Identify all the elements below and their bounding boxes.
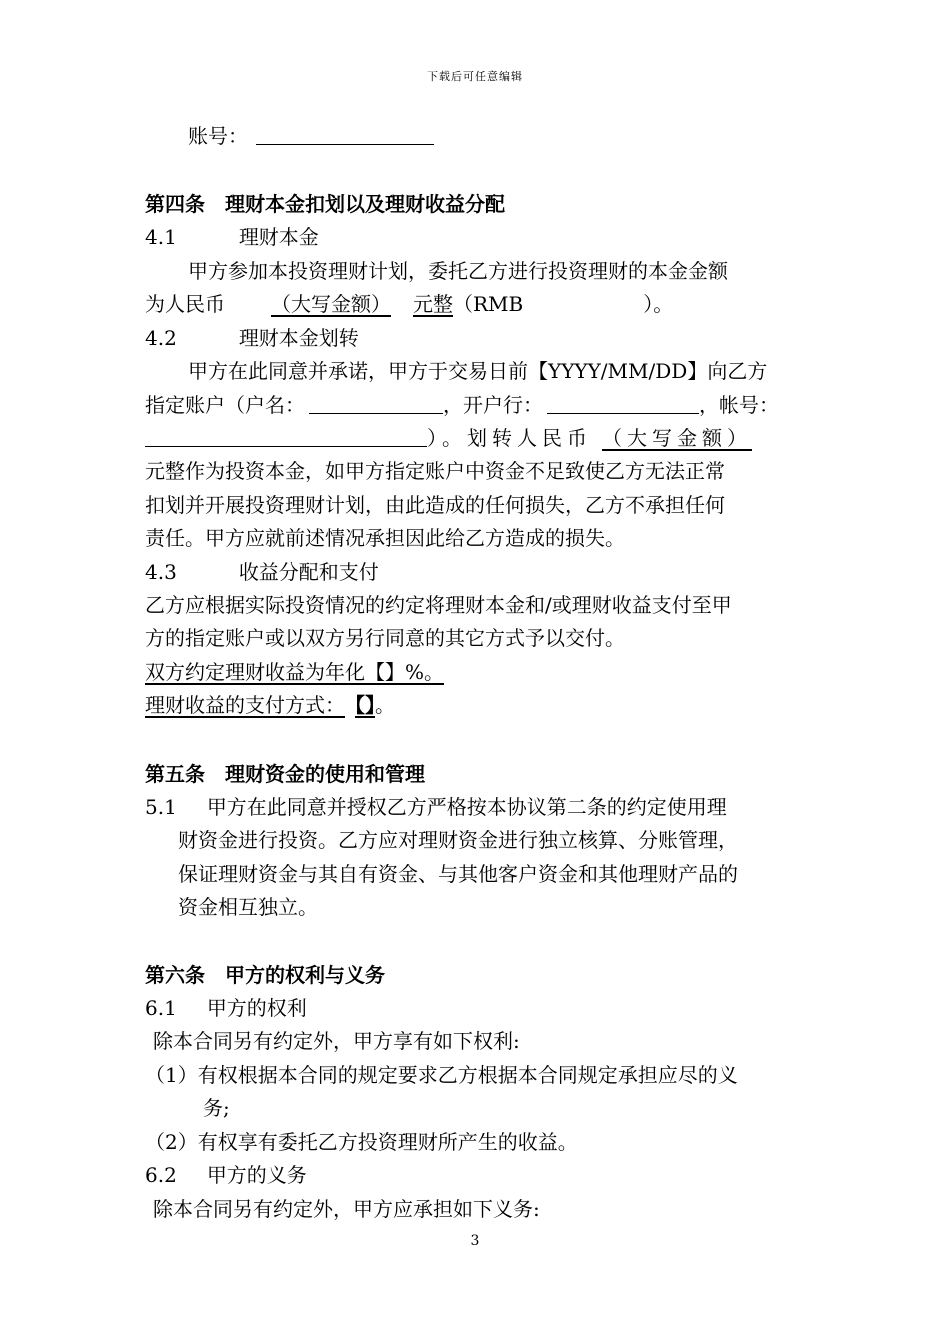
list-item: （2）有权享有委托乙方投资理财所产生的收益。 (145, 1130, 578, 1154)
section-title: 甲方的义务 (206, 1163, 307, 1187)
paragraph (145, 424, 752, 452)
account-line (188, 122, 434, 150)
paragraph: 财资金进行投资。乙方应对理财资金进行独立核算、分账管理， (178, 828, 738, 852)
list-item-continuation: 务; (203, 1096, 230, 1120)
section-number: 6.2 (145, 1163, 177, 1187)
paragraph: 除本合同另有约定外，甲方享有如下权利: (153, 1029, 520, 1053)
bank-blank (547, 391, 699, 414)
amount-in-words-blank: （大写金额） (602, 426, 752, 450)
text: 理财收益的支付方式： (145, 693, 345, 717)
section-5-1 (145, 793, 727, 821)
article-5-title: 第五条 理财资金的使用和管理 (145, 762, 425, 786)
text: ，开户行： (443, 393, 543, 417)
section-6-1 (145, 994, 307, 1022)
paragraph: 甲方参加本投资理财计划，委托乙方进行投资理财的本金金额 (188, 259, 728, 283)
paragraph (145, 391, 779, 419)
paragraph (145, 290, 673, 318)
account-blank (256, 122, 434, 145)
article-4-title: 第四条 理财本金扣划以及理财收益分配 (145, 192, 505, 216)
paragraph: 双方约定理财收益为年化【】%。 (145, 660, 445, 684)
section-number: 5.1 (145, 795, 177, 819)
paragraph: 扣划并开展投资理财计划，由此造成的任何损失，乙方不承担任何 (145, 493, 725, 517)
section-4-3 (145, 558, 379, 586)
text: 为人民币 (145, 292, 225, 316)
section-number: 6.1 (145, 996, 177, 1020)
text: ，帐号： (699, 393, 779, 417)
list-item: （1）有权根据本合同的规定要求乙方根据本合同规定承担应尽的义 (145, 1063, 738, 1087)
section-4-1 (145, 223, 319, 251)
paragraph: 元整作为投资本金，如甲方指定账户中资金不足致使乙方无法正常 (145, 459, 725, 483)
paragraph: 除本合同另有约定外，甲方应承担如下义务: (153, 1197, 540, 1221)
text: 甲方在此同意并授权乙方严格按本协议第二条的约定使用理 (206, 795, 727, 819)
account-number-blank (145, 424, 427, 447)
text: 元整 (413, 292, 453, 316)
section-number: 4.2 (145, 326, 177, 350)
section-number: 4.3 (145, 560, 177, 584)
section-title: 理财本金 (238, 225, 319, 249)
section-title: 甲方的权利 (206, 996, 307, 1020)
text: 指定账户（户名： (145, 393, 305, 417)
account-label: 账号： (188, 124, 248, 148)
paragraph: 甲方在此同意并承诺，甲方于交易日前【YYYY/MM/DD】向乙方 (188, 359, 768, 383)
header-note: 下载后可任意编辑 (427, 70, 523, 83)
account-name-blank (309, 391, 443, 414)
paragraph: 保证理财资金与其自有资金、与其他客户资金和其他理财产品的 (178, 862, 738, 886)
section-number: 4.1 (145, 225, 177, 249)
text: ）。划转人民币 (427, 426, 592, 450)
paragraph: 方的指定账户或以双方另行同意的其它方式予以交付。 (145, 626, 625, 650)
amount-in-words-blank: （大写金额） (271, 292, 391, 316)
page-number: 3 (470, 1233, 480, 1249)
text: 【】 (355, 693, 375, 717)
paragraph: 乙方应根据实际投资情况的约定将理财本金和/或理财收益支付至甲 (145, 593, 732, 617)
article-6-title: 第六条 甲方的权利与义务 (145, 963, 385, 987)
section-title: 收益分配和支付 (238, 560, 379, 584)
text: （RMB ）。 (453, 292, 674, 316)
section-title: 理财本金划转 (238, 326, 359, 350)
section-4-2 (145, 324, 359, 352)
paragraph: 资金相互独立。 (178, 895, 318, 919)
text: 。 (375, 693, 395, 717)
paragraph (145, 691, 395, 719)
section-6-2 (145, 1161, 307, 1189)
paragraph: 责任。甲方应就前述情况承担因此给乙方造成的损失。 (145, 526, 625, 550)
